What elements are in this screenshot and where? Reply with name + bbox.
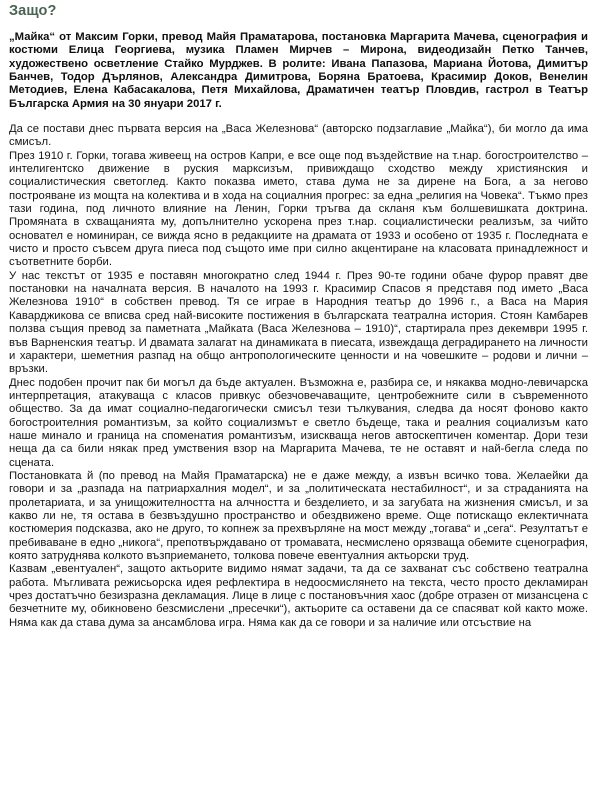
production-credits: „Майка“ от Максим Горки, превод Майя Праматарова, постановка Маргарита Мачева, сценография и костюми Елица Георгиева, музика Пламен Мирчев – Мирона, видеодизайн Петко Танчев, художествено осветление Стайко Мурджев. В ролите: Ивана Папазова, Мариана Йотова, Димитър Банчев, Тодор Дърлянов, Александра Димитрова, Боряна Братоева, Красимир Доков, Венелин Методиев, Елена Кабасакалова, Петя Михайлова, Драматичен театър Пловдив, гастрол в Театър Българска Армия на 30 януари 2017 г. xyxy=(9,30,588,110)
body-paragraph: През 1910 г. Горки, тогава живеещ на остров Капри, е все още под въздействие на т.нар. богостроителство – интелигентско движение в руския марксизъм, привиждащо сходство между християнския и социалистическия светоглед. Както показва името, става дума не за дирене на Бога, а за негово построяване из мощта на колектива и в хода на социалния прогрес: за една „религия на Човека“. Тъкмо през тази година, под личното влияние на Ленин, Горки тръгва да скланя към болшевишката доктрина. Промяната в схващанията му, допълнително ускорена през т.нар. социалистически реализъм, за чийто основател е номиниран, се вижда ясно в редакциите на драмата от 1933 и особено от 1935 г. Последната е чисто и просто съвсем друга пиеса под същото име при силно акцентиране на класовата принадлежност и съответните борби. xyxy=(9,149,588,269)
body-paragraph: У нас текстът от 1935 е поставян многократно след 1944 г. През 90-те години обаче фурор правят две постановки на началната версия. В началото на 1993 г. Красимир Спасов я представя под името „Васа Железнова 1910“ в собствен превод. Тя се играе в Народния театър до 1996 г., а Васа на Мария Каварджикова се вписва сред най-високите постижения в българската театрална история. Стоян Камбарев ползва същия превод за паметната „Майката (Васа Железнова – 1910)“, стартирала през декември 1995 г. във Варненския театър. И двамата залагат на динамиката в пиесата, извеждаща деградирането на личности и характери, шеметния разпад на общо антропологическите ценности и на човешките – родови и лични – връзки. xyxy=(9,269,588,376)
article-body xyxy=(9,123,588,630)
page-title: Защо? xyxy=(9,3,57,19)
body-paragraph: Казвам „евентуален“, защото актьорите видимо нямат задачи, та да се захванат със собствено театрална работа. Мъгливата режисьорска идея рефлектира в недоосмислянето на текста, често просто декламиран чрез достатъчно безизразна декламация. Лице в лице с постановъчния хаос (добре отразен от мизансцена с безчетните му, обикновено безсмислени „пресечки“), актьорите са оставени да се спасяват кой както може. Няма как да става дума за ансамблова игра. Няма как да се говори и за наличие или отсъствие на xyxy=(9,563,588,629)
body-paragraph: Постановката й (по превод на Майя Праматарска) не е даже между, а извън всичко това. Желаейки да говори и за „разпада на патриархалния модел“, и за „политическата нестабилност“, и за страданията на пролетариата, и за унищожителността на алчността и безделието, и за загубата на жизнения смисъл, и за какво ли не, тя остава в безвъздушно пространство и обездвижено време. Още потискащо еклектичната костюмерия подсказва, ако не друго, то копнеж за прехвърляне на мост между „тогава“ и „сега“. Резултатът е пребиваване в едно „никога“, препотвърждавано от тромавата, несмислено орязваща обемите сценография, която затруднява колкото възприемането, толкова повече евентуалния актьорски труд. xyxy=(9,469,588,562)
body-paragraph: Днес подобен прочит пак би могъл да бъде актуален. Възможна е, разбира се, и някаква модно-левичарска интерпретация, атакуваща с класов привкус обезчовечаващите, центробежните сили в съвременното общество. За да имат социално-педагогически смисъл тези тълкувания, следва да носят фоново както богостроителния романтизъм, за който социализмът е светло бъдеще, така и реалния социализъм като наше минало и граница на споменатия романтизъм, изискваща негов автоскептичен коментар. Дори тези неща да са били някак пред умствения взор на Маргарита Мачева, те не оставят и най-бегла следа по сцената. xyxy=(9,376,588,469)
body-paragraph: Да се постави днес първата версия на „Васа Железнова“ (авторско подзаглавие „Майка“), би могло да има смисъл. xyxy=(9,123,588,149)
